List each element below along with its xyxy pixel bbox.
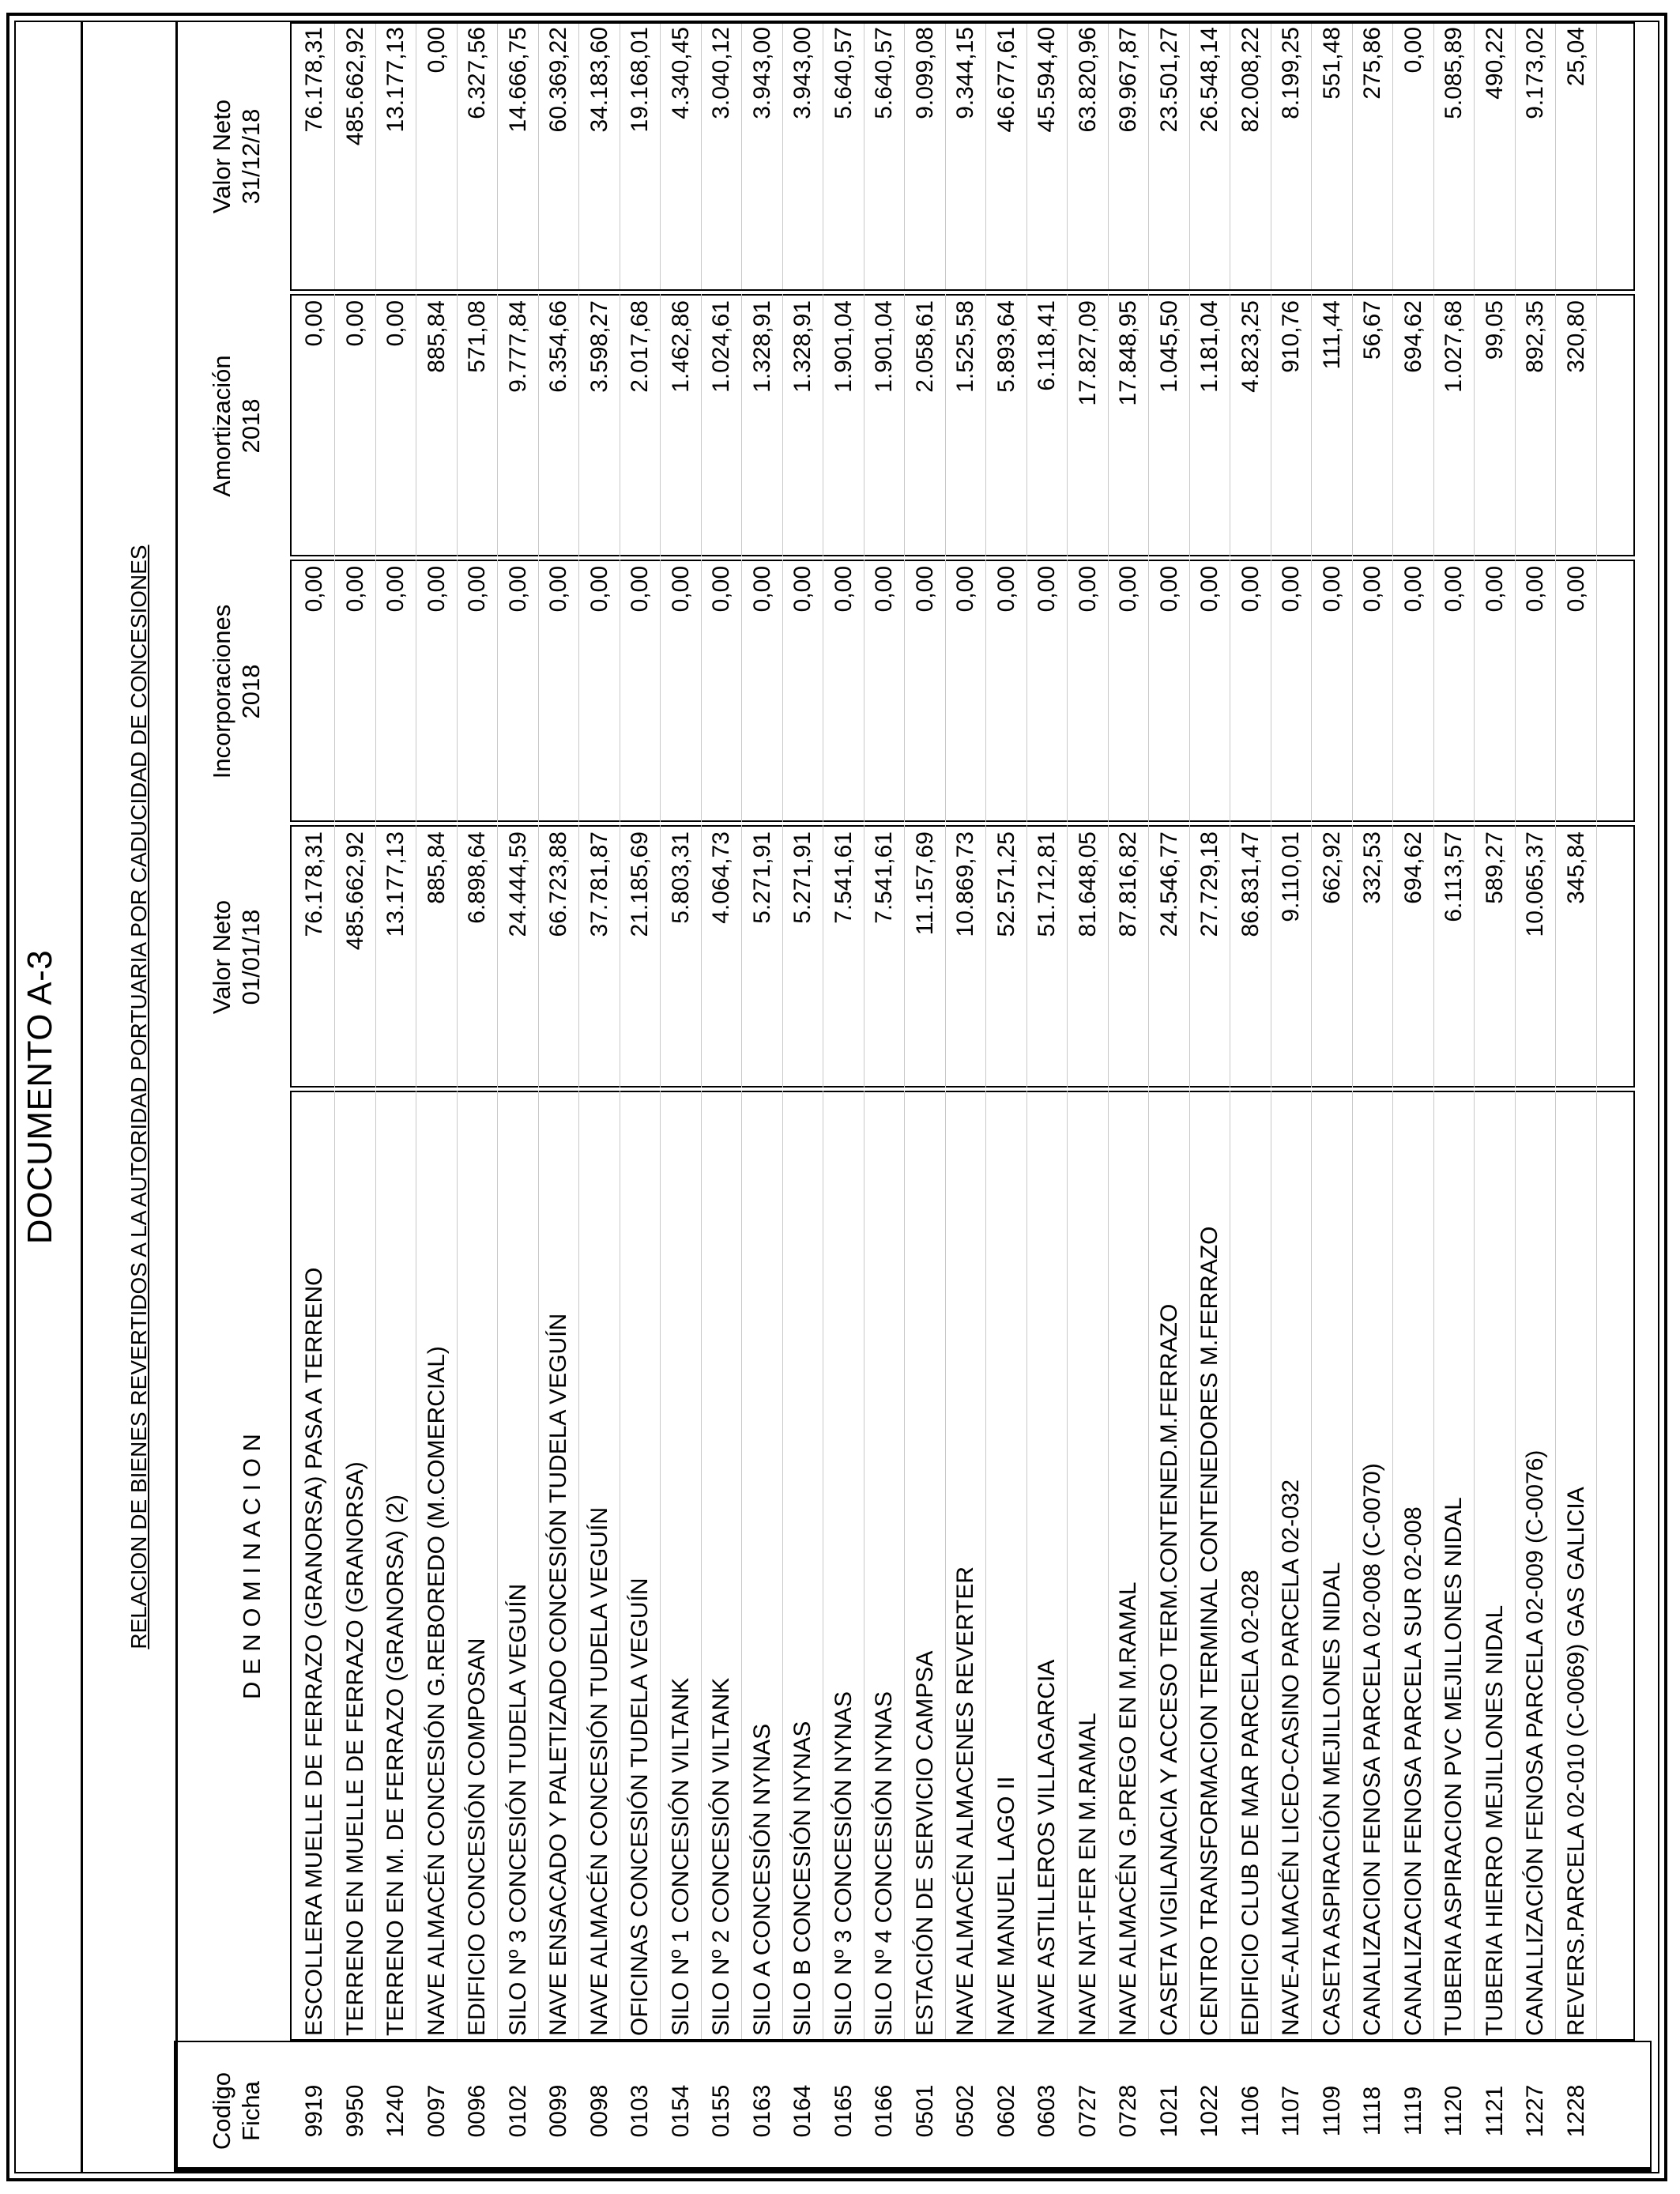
cell-valor-neto-inicio: 5.271,91	[748, 831, 775, 924]
cell-amortizacion: 1.328,91	[748, 300, 775, 393]
cell-incorporaciones: 0,00	[586, 566, 612, 613]
cell-codigo: 1106	[1237, 2085, 1264, 2137]
cell-valor-neto-inicio: 5.271,91	[789, 831, 816, 924]
cell-valor-neto-fin: 0,00	[1399, 27, 1426, 74]
cell-valor-neto-fin: 9.099,08	[911, 27, 938, 119]
table-row	[1189, 0, 1230, 2194]
table-row	[1393, 0, 1434, 2194]
cell-codigo: 1107	[1278, 2085, 1304, 2137]
cell-codigo: 0166	[871, 2084, 897, 2138]
table-row	[1149, 0, 1190, 2194]
cell-amortizacion: 892,35	[1522, 300, 1548, 373]
cell-valor-neto-inicio: 4.064,73	[708, 831, 734, 924]
cell-amortizacion: 17.827,09	[1074, 300, 1101, 406]
cell-amortizacion: 5.893,64	[993, 300, 1019, 393]
cell-valor-neto-fin: 5.085,89	[1441, 27, 1467, 119]
cell-denominacion: TUBERIA ASPIRACION PVC MEJILLONES NIDAL	[1441, 1497, 1467, 2036]
table-row	[538, 0, 579, 2194]
cell-incorporaciones: 0,00	[748, 566, 775, 613]
cell-valor-neto-inicio: 87.816,82	[1115, 831, 1141, 937]
cell-valor-neto-inicio: 485.662,92	[341, 831, 368, 951]
cell-codigo: 0164	[789, 2084, 816, 2138]
cell-codigo: 0154	[667, 2084, 694, 2138]
cell-incorporaciones: 0,00	[1034, 566, 1060, 613]
cell-denominacion: EDIFICIO CLUB DE MAR PARCELA 02-028	[1237, 1570, 1264, 2036]
cell-valor-neto-fin: 6.327,56	[464, 27, 490, 119]
cell-incorporaciones: 0,00	[1074, 566, 1101, 613]
table-row	[579, 0, 620, 2194]
header-valor-neto-inicio	[207, 827, 266, 1088]
cell-valor-neto-fin: 3.040,12	[708, 27, 734, 119]
table-row	[1312, 0, 1353, 2194]
cell-valor-neto-inicio: 11.157,69	[911, 831, 938, 936]
cell-codigo: 1121	[1481, 2085, 1508, 2137]
cell-amortizacion: 6.354,66	[545, 300, 571, 393]
cell-amortizacion: 571,08	[464, 300, 490, 373]
cell-denominacion: SILO Nº 1 CONCESIÓN VILTANK	[667, 1677, 694, 2036]
cell-valor-neto-inicio: 37.781,87	[586, 831, 612, 937]
column-valor-fin-frame	[290, 22, 1635, 291]
cell-amortizacion: 1.027,68	[1441, 300, 1467, 393]
cell-denominacion: OFICINAS CONCESIÓN TUDELA VEGUÍN	[627, 1578, 653, 2036]
cell-denominacion: NAVE MANUEL LAGO II	[993, 1776, 1019, 2036]
table-row	[620, 0, 661, 2194]
cell-valor-neto-fin: 14.666,75	[504, 27, 531, 133]
cell-valor-neto-fin: 82.008,22	[1237, 27, 1264, 133]
cell-valor-neto-inicio: 86.831,47	[1237, 831, 1264, 937]
cell-valor-neto-fin: 19.168,01	[627, 27, 653, 133]
cell-valor-neto-inicio: 66.723,88	[545, 831, 571, 937]
cell-denominacion: ESCOLLERA MUELLE DE FERRAZO (GRANORSA) PASA A TERRENO	[301, 1267, 327, 2036]
cell-valor-neto-fin: 8.199,25	[1278, 27, 1304, 119]
cell-denominacion: CASETA ASPIRACIÓN MEJILLONES NIDAL	[1318, 1562, 1345, 2036]
cell-amortizacion: 1.901,04	[871, 300, 897, 393]
cell-codigo: 0165	[830, 2084, 857, 2138]
cell-incorporaciones: 0,00	[545, 566, 571, 613]
cell-codigo: 1109	[1318, 2085, 1345, 2137]
cell-incorporaciones: 0,00	[1441, 566, 1467, 613]
cell-valor-neto-inicio: 885,84	[423, 831, 450, 904]
cell-amortizacion: 3.598,27	[586, 300, 612, 393]
cell-valor-neto-fin: 25,04	[1562, 27, 1589, 87]
table-row	[1433, 0, 1475, 2194]
header-valor-neto-inicio-line2: 01/01/18	[237, 909, 265, 1005]
cell-valor-neto-inicio: 694,62	[1399, 831, 1426, 904]
cell-denominacion: ESTACIÓN DE SERVICIO CAMPSA	[911, 1650, 938, 2036]
cell-codigo: 9919	[301, 2084, 327, 2138]
cell-incorporaciones: 0,00	[1196, 566, 1222, 613]
header-valor-neto-fin-line1: Valor Neto	[208, 99, 235, 214]
cell-denominacion: NAVE ENSACADO Y PALETIZADO CONCESIÓN TUDELA VEGUÍN	[545, 1313, 571, 2036]
header-incorporaciones	[207, 561, 266, 822]
cell-denominacion: CASETA VIGILANACIA Y ACCESO TERM.CONTENED.M.FERRAZO	[1155, 1303, 1182, 2036]
header-valor-neto-fin	[207, 22, 266, 291]
cell-valor-neto-fin: 60.369,22	[545, 27, 571, 133]
cell-incorporaciones: 0,00	[504, 566, 531, 613]
cell-codigo: 1228	[1562, 2084, 1589, 2138]
cell-valor-neto-inicio: 52.571,25	[993, 831, 1019, 937]
header-incorporaciones-line2: 2018	[237, 664, 265, 719]
cell-valor-neto-fin: 9.173,02	[1522, 27, 1548, 119]
table-row	[1108, 0, 1149, 2194]
cell-codigo: 0602	[993, 2084, 1019, 2138]
table-row	[335, 0, 376, 2194]
row-rule	[1596, 825, 1597, 1088]
cell-amortizacion: 4.823,25	[1237, 300, 1264, 393]
cell-amortizacion: 99,05	[1481, 300, 1508, 360]
cell-amortizacion: 1.181,04	[1196, 300, 1222, 393]
cell-valor-neto-inicio: 13.177,13	[382, 831, 409, 937]
header-valor-neto-fin-line2: 31/12/18	[237, 108, 265, 205]
cell-incorporaciones: 0,00	[1359, 566, 1385, 613]
cell-denominacion: CANALLIZACIÓN FENOSA PARCELA 02-009 (C-0076)	[1522, 1449, 1548, 2036]
cell-valor-neto-fin: 0,00	[423, 27, 450, 74]
cell-codigo: 1120	[1441, 2085, 1467, 2137]
table-row	[1515, 0, 1556, 2194]
cell-codigo: 1021	[1155, 2084, 1182, 2138]
cell-valor-neto-fin: 490,22	[1481, 27, 1508, 100]
cell-incorporaciones: 0,00	[301, 566, 327, 613]
row-rule	[1596, 294, 1597, 556]
cell-amortizacion: 910,76	[1278, 300, 1304, 373]
cell-valor-neto-inicio: 51.712,81	[1034, 831, 1060, 937]
cell-denominacion: NAVE-ALMACÉN LICEO-CASINO PARCELA 02-032	[1278, 1479, 1304, 2036]
cell-amortizacion: 9.777,84	[504, 300, 531, 393]
cell-denominacion: NAVE ALMACÉN CONCESIÓN G.REBOREDO (M.COMERCIAL)	[423, 1346, 450, 2036]
cell-amortizacion: 0,00	[301, 300, 327, 347]
cell-denominacion: CENTRO TRANSFORMACION TERMINAL CONTENEDORES M.FERRAZO	[1196, 1226, 1222, 2036]
cell-valor-neto-fin: 69.967,87	[1115, 27, 1141, 133]
table-row	[701, 0, 742, 2194]
cell-valor-neto-inicio: 10.065,37	[1522, 831, 1548, 937]
table-row	[661, 0, 702, 2194]
cell-amortizacion: 1.525,58	[952, 300, 978, 393]
cell-denominacion: NAVE ALMACÉN CONCESIÓN TUDELA VEGUÍN	[586, 1506, 612, 2036]
header-valor-neto-inicio-line1: Valor Neto	[208, 899, 235, 1015]
cell-denominacion: SILO A CONCESIÓN NYNAS	[748, 1723, 775, 2036]
table-row	[1068, 0, 1109, 2194]
cell-valor-neto-inicio: 5.803,31	[667, 831, 694, 924]
cell-valor-neto-inicio: 9.110,01	[1278, 831, 1304, 922]
table-row	[1026, 0, 1068, 2194]
cell-incorporaciones: 0,00	[423, 566, 450, 613]
cell-incorporaciones: 0,00	[1237, 566, 1264, 613]
cell-incorporaciones: 0,00	[1562, 566, 1589, 613]
cell-valor-neto-inicio: 24.546,77	[1155, 831, 1182, 937]
cell-valor-neto-fin: 4.340,45	[667, 27, 694, 119]
cell-incorporaciones: 0,00	[708, 566, 734, 613]
cell-codigo: 0163	[748, 2084, 775, 2138]
cell-denominacion: NAVE NAT-FER EN M.RAMAL	[1074, 1713, 1101, 2036]
cell-denominacion: TUBERIA HIERRO MEJILLONES NIDAL	[1481, 1604, 1508, 2036]
cell-incorporaciones: 0,00	[1278, 566, 1304, 613]
header-codigo-line1: Codigo	[208, 2071, 235, 2151]
cell-valor-neto-inicio: 662,92	[1318, 831, 1345, 904]
cell-codigo: 1240	[382, 2084, 409, 2138]
cell-denominacion: SILO Nº 3 CONCESIÓN TUDELA VEGUÍN	[504, 1583, 531, 2036]
cell-denominacion: SILO Nº 2 CONCESIÓN VILTANK	[708, 1677, 734, 2036]
cell-valor-neto-inicio: 21.185,69	[627, 831, 653, 937]
cell-valor-neto-inicio: 7.541,61	[830, 831, 857, 924]
cell-denominacion: CANALIZACION FENOSA PARCELA SUR 02-008	[1399, 1506, 1426, 2036]
cell-incorporaciones: 0,00	[789, 566, 816, 613]
cell-codigo: 0501	[911, 2084, 938, 2138]
cell-valor-neto-inicio: 345,84	[1562, 831, 1589, 904]
cell-codigo: 1119	[1399, 2086, 1426, 2136]
cell-codigo: 0097	[423, 2084, 450, 2138]
cell-denominacion: SILO B CONCESIÓN NYNAS	[789, 1721, 816, 2036]
cell-valor-neto-inicio: 10.869,73	[952, 831, 978, 937]
cell-amortizacion: 1.024,61	[708, 300, 734, 393]
cell-codigo: 1118	[1359, 2086, 1385, 2136]
table-row	[945, 0, 986, 2194]
cell-amortizacion: 694,62	[1399, 300, 1426, 373]
cell-valor-neto-fin: 3.943,00	[789, 27, 816, 119]
table-row	[742, 0, 783, 2194]
cell-amortizacion: 885,84	[423, 300, 450, 373]
cell-valor-neto-fin: 26.548,14	[1196, 27, 1222, 133]
table-row	[375, 0, 416, 2194]
cell-amortizacion: 1.328,91	[789, 300, 816, 393]
cell-valor-neto-fin: 46.677,61	[993, 27, 1019, 133]
cell-denominacion: NAVE ASTILLEROS VILLAGARCIA	[1034, 1659, 1060, 2036]
table-row	[416, 0, 458, 2194]
cell-codigo: 1227	[1522, 2084, 1548, 2138]
table-row	[1230, 0, 1271, 2194]
cell-incorporaciones: 0,00	[1115, 566, 1141, 613]
cell-amortizacion: 2.058,61	[911, 300, 938, 393]
cell-denominacion: CANALIZACION FENOSA PARCELA 02-008 (C-0070)	[1359, 1463, 1385, 2036]
cell-denominacion: NAVE ALMACÉN G.PREGO EN M.RAMAL	[1115, 1581, 1141, 2036]
cell-valor-neto-fin: 63.820,96	[1074, 27, 1101, 133]
cell-valor-neto-fin: 275,86	[1359, 27, 1385, 100]
cell-amortizacion: 2.017,68	[627, 300, 653, 393]
cell-codigo: 0103	[627, 2084, 653, 2138]
cell-incorporaciones: 0,00	[911, 566, 938, 613]
table-row	[498, 0, 539, 2194]
table-row	[1271, 0, 1312, 2194]
header-amortizacion	[207, 296, 266, 556]
cell-codigo: 0098	[586, 2084, 612, 2138]
cell-valor-neto-inicio: 27.729,18	[1196, 831, 1222, 937]
cell-denominacion: TERRENO EN M. DE FERRAZO (GRANORSA) (2)	[382, 1494, 409, 2036]
table-row	[905, 0, 946, 2194]
cell-denominacion: SILO Nº 3 CONCESIÓN NYNAS	[830, 1691, 857, 2036]
cell-valor-neto-fin: 45.594,40	[1034, 27, 1060, 133]
cell-incorporaciones: 0,00	[1481, 566, 1508, 613]
cell-incorporaciones: 0,00	[382, 566, 409, 613]
cell-incorporaciones: 0,00	[667, 566, 694, 613]
cell-denominacion: TERRENO EN MUELLE DE FERRAZO (GRANORSA)	[341, 1461, 368, 2036]
cell-amortizacion: 1.901,04	[830, 300, 857, 393]
cell-denominacion: SILO Nº 4 CONCESIÓN NYNAS	[871, 1691, 897, 2036]
header-amortizacion-line1: Amortización	[208, 355, 235, 497]
document-title: DOCUMENTO A-3	[21, 949, 59, 1245]
cell-codigo: 0728	[1115, 2084, 1141, 2138]
header-incorporaciones-line1: Incorporaciones	[208, 604, 235, 779]
cell-incorporaciones: 0,00	[1399, 566, 1426, 613]
table-row	[1556, 0, 1597, 2194]
table-top-rule	[175, 21, 178, 2173]
cell-denominacion: EDIFICIO CONCESIÓN COMPOSAN	[464, 1638, 490, 2036]
cell-codigo: 0099	[545, 2084, 571, 2138]
cell-valor-neto-inicio: 589,27	[1481, 831, 1508, 904]
cell-valor-neto-inicio: 24.444,59	[504, 831, 531, 937]
cell-codigo: 0155	[708, 2084, 734, 2138]
cell-valor-neto-fin: 5.640,57	[830, 27, 857, 119]
cell-incorporaciones: 0,00	[341, 566, 368, 613]
cell-amortizacion: 56,67	[1359, 300, 1385, 360]
cell-codigo: 9950	[341, 2084, 368, 2138]
cell-valor-neto-inicio: 7.541,61	[871, 831, 897, 924]
cell-valor-neto-inicio: 81.648,05	[1074, 831, 1101, 937]
cell-valor-neto-fin: 551,48	[1318, 27, 1345, 100]
cell-valor-neto-fin: 5.640,57	[871, 27, 897, 119]
cell-incorporaciones: 0,00	[993, 566, 1019, 613]
cell-amortizacion: 1.045,50	[1155, 300, 1182, 393]
cell-valor-neto-fin: 23.501,27	[1155, 27, 1182, 133]
row-rule	[1596, 1091, 1597, 2039]
table-row	[294, 0, 335, 2194]
cell-codigo: 0096	[464, 2084, 490, 2138]
cell-codigo: 0502	[952, 2084, 978, 2138]
cell-valor-neto-fin: 3.943,00	[748, 27, 775, 119]
cell-valor-neto-inicio: 6.113,57	[1441, 831, 1467, 922]
cell-codigo: 0102	[504, 2084, 531, 2138]
cell-valor-neto-fin: 13.177,13	[382, 27, 409, 133]
cell-incorporaciones: 0,00	[1318, 566, 1345, 613]
cell-amortizacion: 0,00	[382, 300, 409, 347]
table-row	[823, 0, 864, 2194]
cell-denominacion: NAVE ALMACÉN ALMACENES REVERTER	[952, 1566, 978, 2036]
cell-incorporaciones: 0,00	[627, 566, 653, 613]
cell-valor-neto-fin: 76.178,31	[301, 27, 327, 133]
cell-amortizacion: 6.118,41	[1034, 300, 1060, 391]
table-row	[1475, 0, 1516, 2194]
title-divider	[81, 21, 83, 2173]
cell-valor-neto-fin: 9.344,15	[952, 27, 978, 119]
cell-valor-neto-inicio: 332,53	[1359, 831, 1385, 904]
header-amortizacion-line2: 2018	[237, 398, 265, 454]
cell-incorporaciones: 0,00	[1155, 566, 1182, 613]
cell-amortizacion: 1.462,86	[667, 300, 694, 393]
cell-incorporaciones: 0,00	[952, 566, 978, 613]
header-codigo-line2: Ficha	[237, 2081, 265, 2141]
cell-incorporaciones: 0,00	[1522, 566, 1548, 613]
cell-valor-neto-inicio: 76.178,31	[301, 831, 327, 937]
document-subtitle: RELACION DE BIENES REVERTIDOS A LA AUTORIDAD PORTUARIA POR CADUCIDAD DE CONCESIONES	[126, 545, 151, 1649]
row-rule	[1596, 560, 1597, 822]
cell-codigo: 1022	[1196, 2084, 1222, 2138]
cell-incorporaciones: 0,00	[871, 566, 897, 613]
table-row	[1352, 0, 1393, 2194]
cell-codigo: 0603	[1034, 2084, 1060, 2138]
cell-amortizacion: 320,80	[1562, 300, 1589, 373]
cell-valor-neto-inicio: 6.898,64	[464, 831, 490, 924]
table-row	[782, 0, 823, 2194]
cell-incorporaciones: 0,00	[830, 566, 857, 613]
cell-valor-neto-fin: 34.183,60	[586, 27, 612, 133]
header-denominacion: D E N O M I N A C I O N	[238, 1434, 266, 1699]
table-row	[986, 0, 1027, 2194]
cell-codigo: 0727	[1074, 2084, 1101, 2138]
cell-incorporaciones: 0,00	[464, 566, 490, 613]
cell-amortizacion: 0,00	[341, 300, 368, 347]
cell-amortizacion: 17.848,95	[1115, 300, 1141, 406]
table-row	[864, 0, 905, 2194]
table-row	[457, 0, 498, 2194]
cell-amortizacion: 111,44	[1318, 300, 1345, 370]
cell-denominacion: REVERS.PARCELA 02-010 (C-0069) GAS GALICIA	[1562, 1487, 1589, 2036]
cell-valor-neto-fin: 485.662,92	[341, 27, 368, 146]
